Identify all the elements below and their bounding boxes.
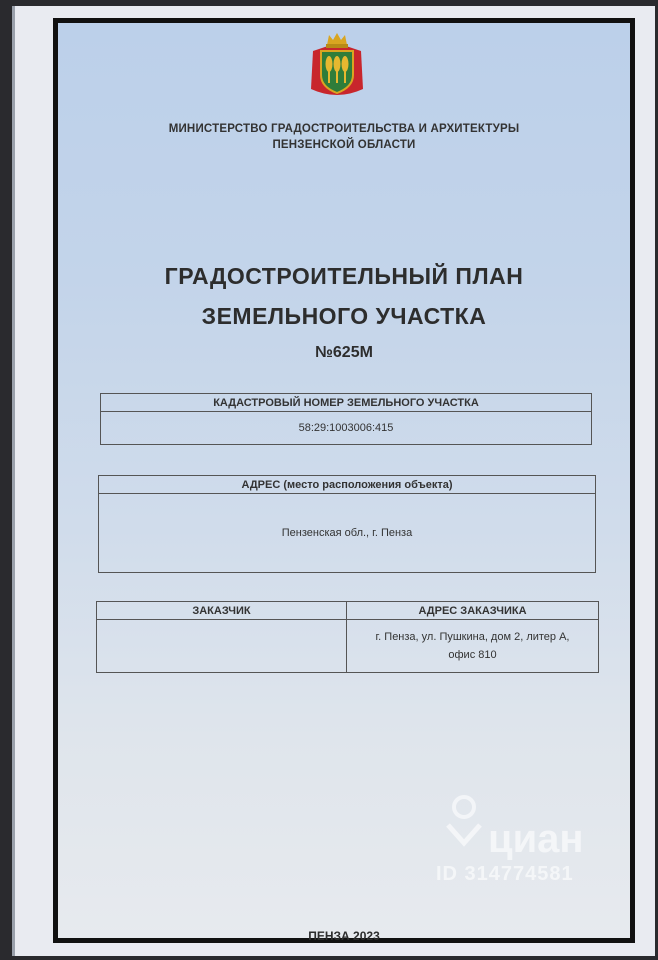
watermark-id: ID 314774581 <box>436 863 574 885</box>
address-table <box>98 475 596 573</box>
cian-logo-icon <box>444 791 484 851</box>
address-label: АДРЕС (место расположения объекта) <box>99 476 596 494</box>
ministry-name-line1: МИНИСТЕРСТВО ГРАДОСТРОИТЕЛЬСТВА И АРХИТЕКТУРЫ <box>168 123 520 135</box>
customer-table <box>96 601 599 673</box>
paper-sheet <box>12 6 655 956</box>
address-value: Пензенская обл., г. Пенза <box>99 494 596 573</box>
document-page <box>53 18 635 943</box>
document-title-line2: ЗЕМЕЛЬНОГО УЧАСТКА <box>201 303 487 329</box>
customer-value <box>97 620 347 673</box>
document-number: №625М <box>315 344 373 361</box>
cadastral-label: КАДАСТРОВЫЙ НОМЕР ЗЕМЕЛЬНОГО УЧАСТКА <box>101 394 592 412</box>
cadastral-table <box>100 393 592 445</box>
document-title-line1: ГРАДОСТРОИТЕЛЬНЫЙ ПЛАН <box>164 263 524 289</box>
city-year: ПЕНЗА 2023 <box>308 929 380 943</box>
customer-address-line2: офис 810 <box>448 649 497 661</box>
cadastral-value: 58:29:1003006:415 <box>101 412 592 445</box>
customer-address-line1: г. Пенза, ул. Пушкина, дом 2, литер А, <box>375 631 570 643</box>
customer-address-value <box>347 620 599 673</box>
coat-of-arms-icon <box>307 31 367 99</box>
ministry-name-line2: ПЕНЗЕНСКОЙ ОБЛАСТИ <box>272 139 416 151</box>
watermark-brand: циан <box>488 817 584 861</box>
customer-address-label: АДРЕС ЗАКАЗЧИКА <box>347 602 599 620</box>
watermark <box>430 791 630 889</box>
customer-label: ЗАКАЗЧИК <box>97 602 347 620</box>
